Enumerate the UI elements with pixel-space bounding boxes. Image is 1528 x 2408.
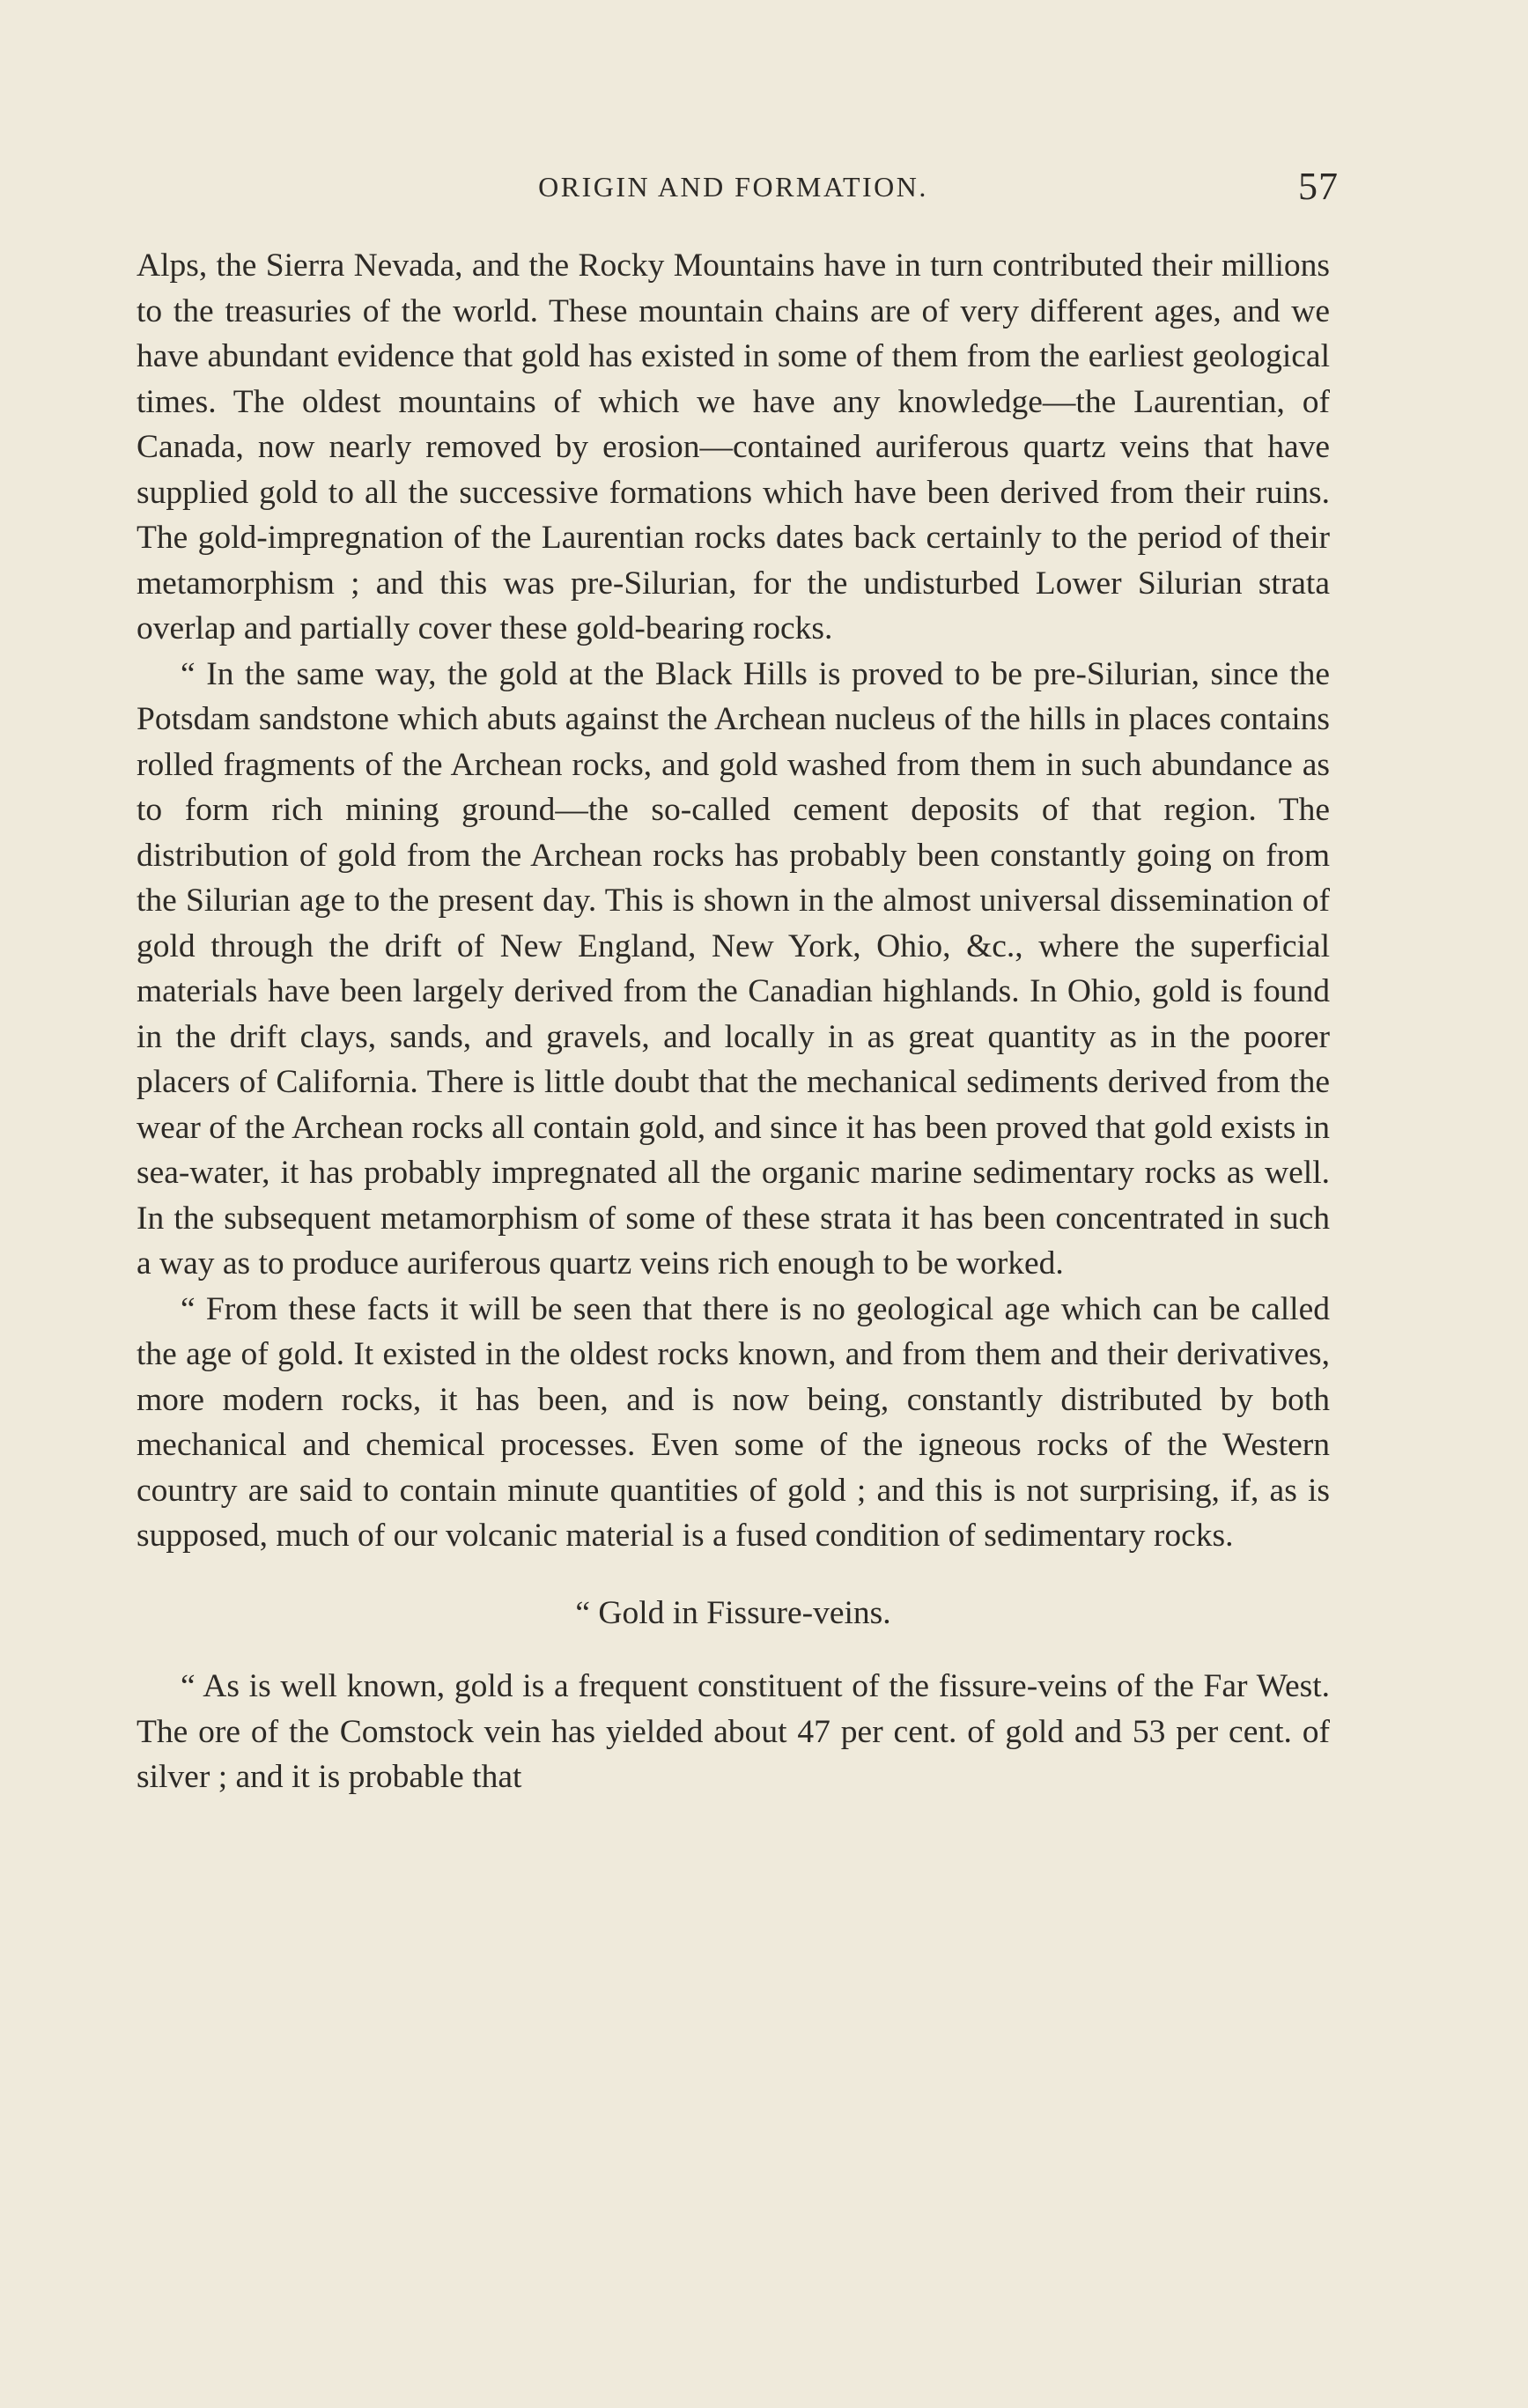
page-number: 57 — [1298, 165, 1339, 208]
section-heading: “ Gold in Fissure-veins. — [575, 1594, 891, 1631]
paragraph-fissure-veins: “ As is well known, gold is a frequent constituent of the fissure-veins of the Far West. The ore of the Comstock vein has yielded about 47 per cent. of gold and 53 per cent. of silver ; and it is probable that — [137, 1668, 1330, 1795]
body-text — [137, 243, 1330, 1800]
paragraph-continued: Alps, the Sierra Nevada, and the Rocky Mountains have in turn contributed their millions to the treasuries of the world. These mountain chains are of very different ages, and we have abundant evidence that gold has existed in some of them from the earliest geological times. The oldest mountains of which we have any knowledge—the Laurentian, of Canada, now nearly removed by erosion—contained auriferous quartz veins that have supplied gold to all the successive formations which have been derived from their ruins. The gold-impregnation of the Laurentian rocks dates back certainly to the period of their metamorphism ; and this was pre-Silurian, for the undisturbed Lower Silurian strata overlap and partially cover these gold-bearing rocks. — [137, 247, 1330, 646]
running-head — [137, 165, 1339, 210]
paragraph-geological-age: “ From these facts it will be seen that there is no geological age which can be called the age of gold. It existed in the oldest rocks known, and from them and their derivatives, more modern rocks, it has been, and is now being, constantly distributed by both mechanical and chemical processes. Even some of the igneous rocks of the Western country are said to contain minute quantities of gold ; and this is not surprising, if, as is supposed, much of our volcanic material is a fused condition of sedimentary rocks. — [137, 1290, 1330, 1554]
running-title: ORIGIN AND FORMATION. — [538, 171, 928, 203]
paragraph-black-hills: “ In the same way, the gold at the Black Hills is proved to be pre-Silurian, since the Potsdam sandstone which abuts against the Archean nucleus of the hills in places contains rolled fragments of the Archean rocks, and gold washed from them in such abundance as to form rich mining ground—the so-called cement deposits of that region. The distribution of gold from the Archean rocks has probably been constantly going on from the Silurian age to the present day. This is shown in the almost universal dissemination of gold through the drift of New England, New York, Ohio, &c., where the superficial materials have been largely derived from the Canadian highlands. In Ohio, gold is found in the drift clays, sands, and gravels, and locally in as great quantity as in the poorer placers of California. There is little doubt that the mechanical sediments derived from the wear of the Archean rocks all contain gold, and since it has been proved that gold exists in sea-water, it has probably impregnated all the organic marine sedimentary rocks as well. In the subsequent metamorphism of some of these strata it has been concentrated in such a way as to produce auriferous quartz veins rich enough to be worked. — [137, 655, 1330, 1282]
